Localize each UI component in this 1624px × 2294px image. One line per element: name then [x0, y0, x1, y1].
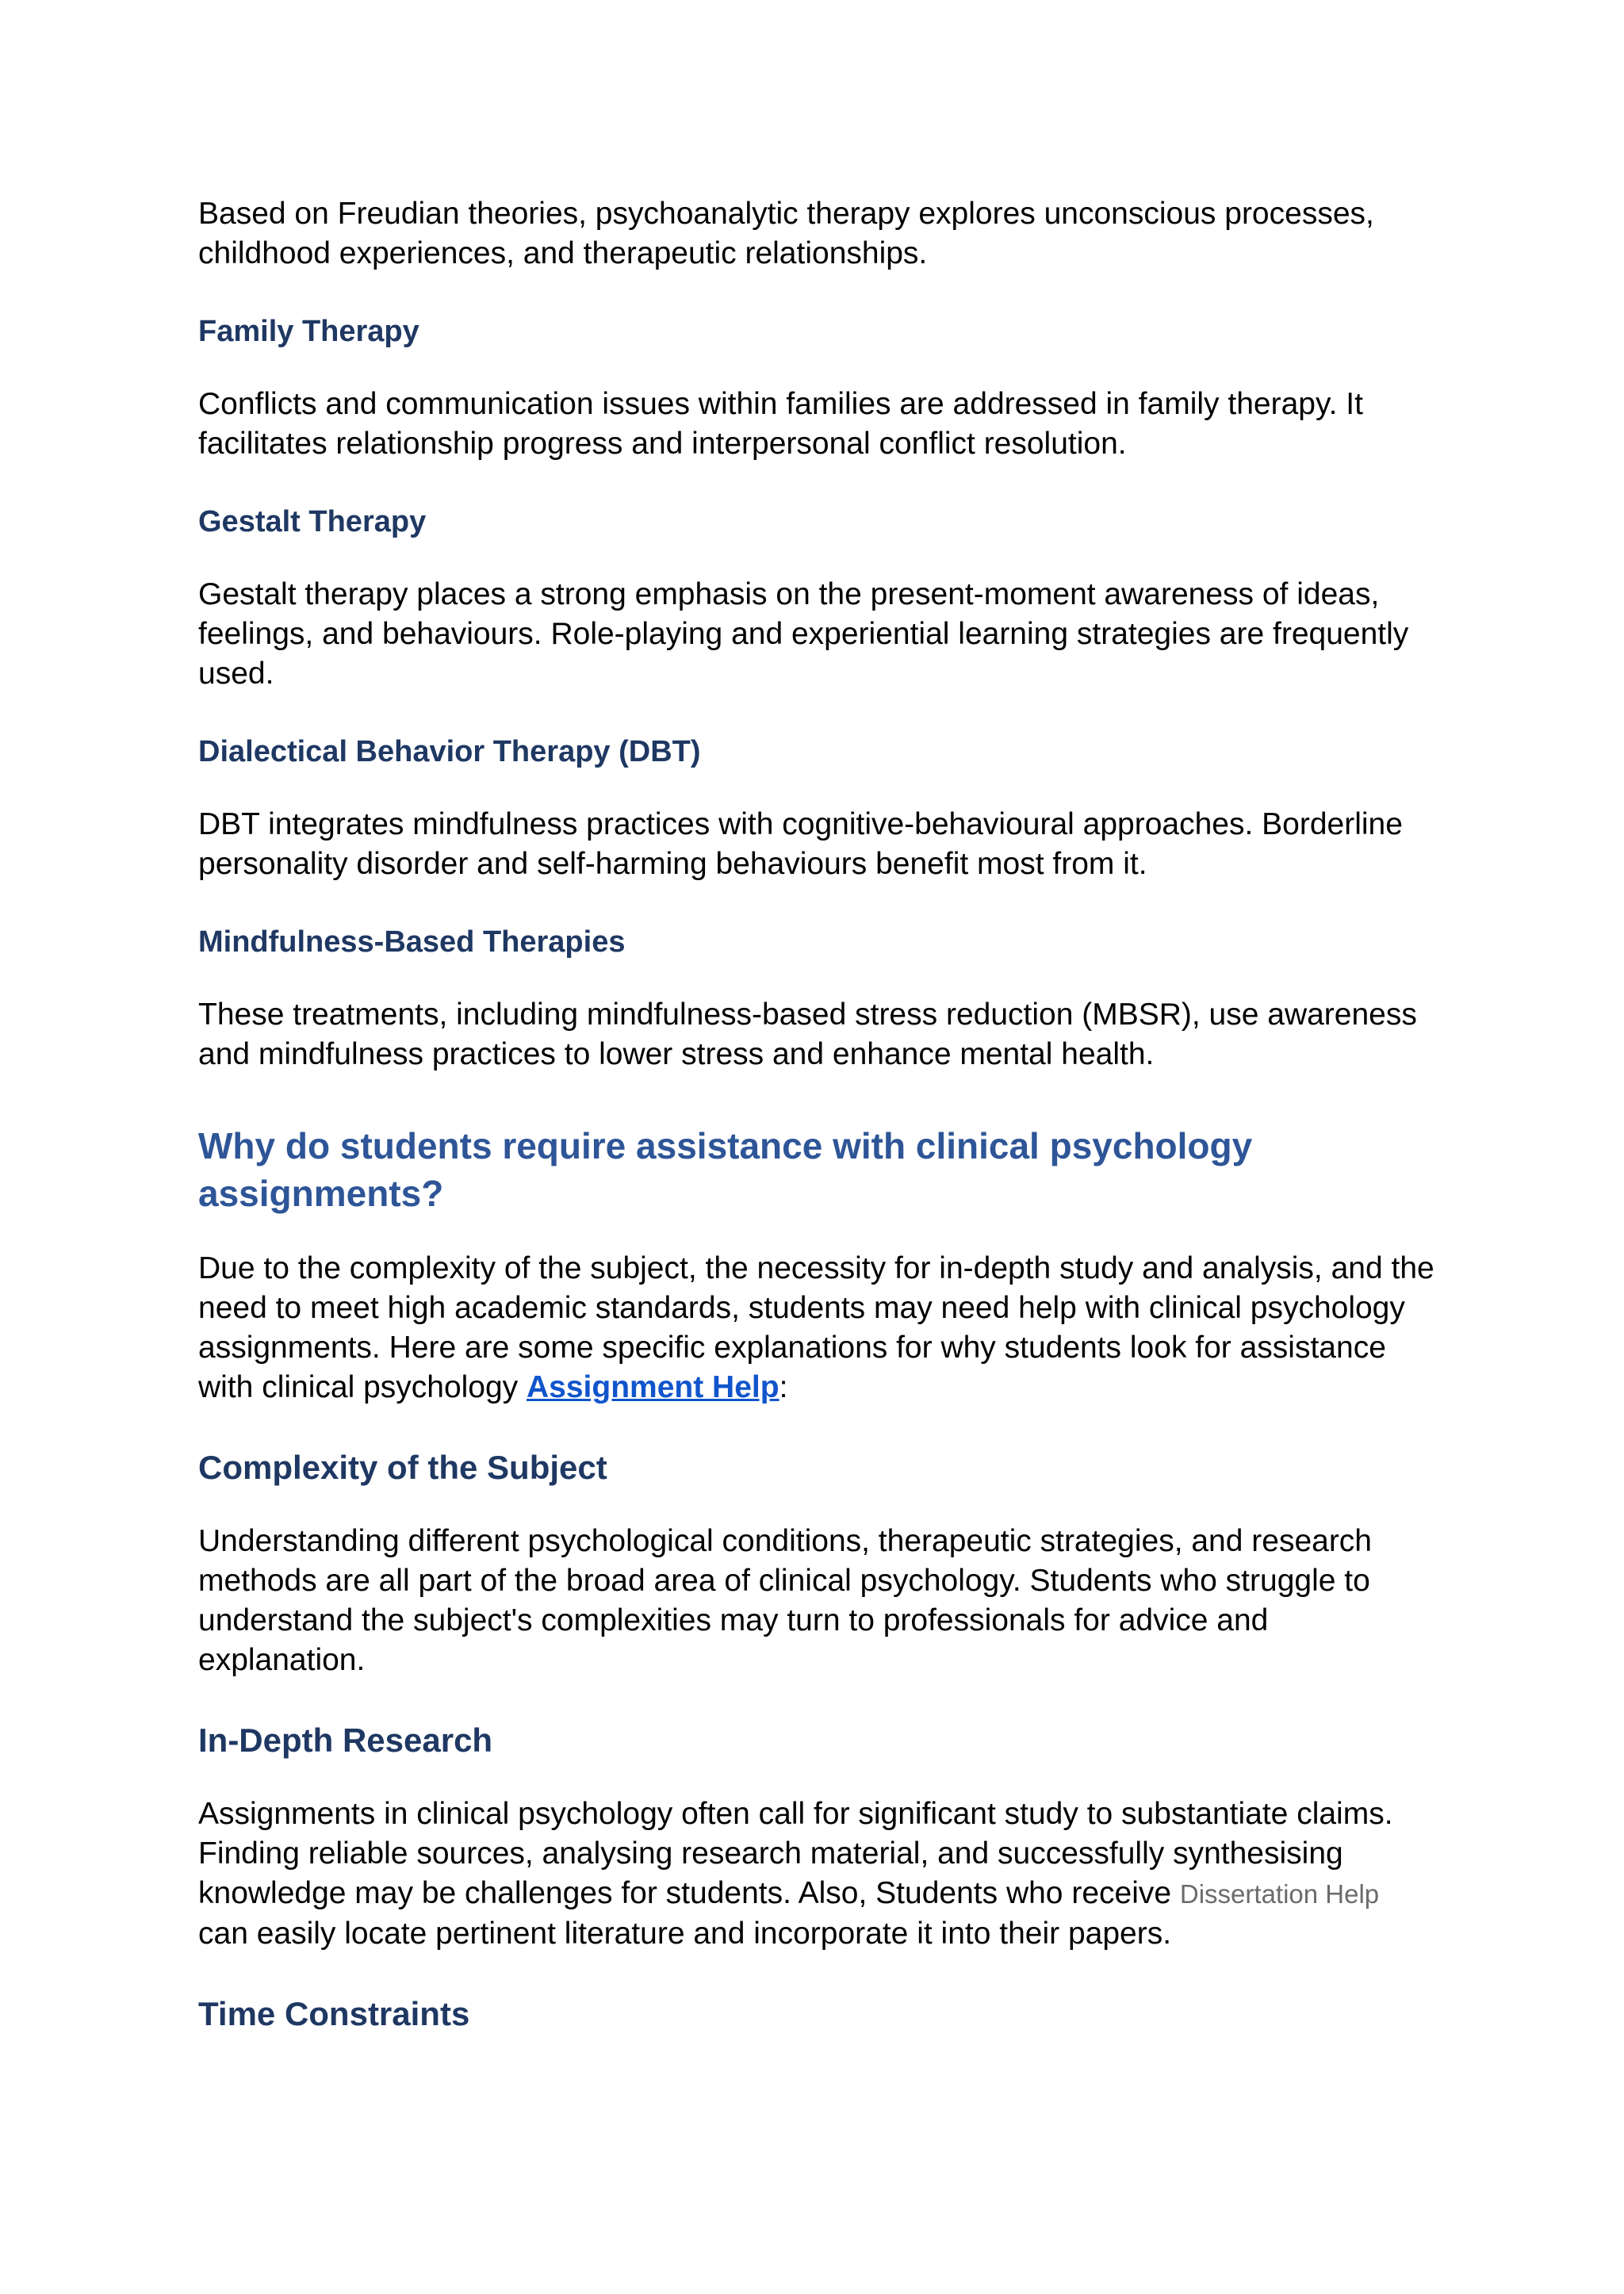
dissertation-help-text: Dissertation Help: [1179, 1879, 1380, 1909]
time-constraints-heading: Time Constraints: [198, 1995, 470, 2032]
document-page: [198, 194, 1435, 2036]
assignment-help-link[interactable]: Assignment Help: [527, 1370, 779, 1404]
complexity-paragraph: Understanding different psychological conditions, therapeutic strategies, and research methods are all part of the broad area of clinical psychology. Students who struggle to understand the subject's complexities may turn to professionals for advice and explanation.: [198, 1524, 1373, 1677]
research-text-after: can easily locate pertinent literature and incorporate it into their papers.: [198, 1917, 1172, 1951]
complexity-heading: Complexity of the Subject: [198, 1449, 607, 1486]
gestalt-therapy-paragraph: Gestalt therapy places a strong emphasis on the present-moment awareness of ideas, feelings, and behaviours. Role-playing and experiential learning strategies are frequently used.: [198, 577, 1409, 691]
dbt-paragraph: DBT integrates mindfulness practices with cognitive-behavioural approaches. Borderline personality disorder and self-harming behaviours benefit most from it.: [198, 807, 1403, 881]
in-depth-research-heading: In-Depth Research: [198, 1721, 493, 1759]
in-depth-research-paragraph: [198, 1794, 1435, 1954]
dbt-heading: Dialectical Behavior Therapy (DBT): [198, 735, 701, 768]
why-students-heading: Why do students require assistance with clinical psychology assignments?: [198, 1125, 1253, 1214]
why-text-before-link: Due to the complexity of the subject, the necessity for in-depth study and analysis, and the need to meet high academic standards, students may need help with clinical psychology assignments. Here are some specific explanations for why students look for assistance with clinical psychology: [198, 1251, 1434, 1404]
why-text-after-link: :: [779, 1370, 788, 1404]
gestalt-therapy-heading: Gestalt Therapy: [198, 505, 427, 538]
family-therapy-heading: Family Therapy: [198, 315, 419, 348]
family-therapy-paragraph: Conflicts and communication issues within families are addressed in family therapy. It facilitates relationship progress and interpersonal conflict resolution.: [198, 387, 1363, 461]
mindfulness-heading: Mindfulness-Based Therapies: [198, 925, 626, 959]
research-text-before: Assignments in clinical psychology often call for significant study to substantiate claims. Finding reliable sources, analysing research material, and successfully synthesising knowledge may be challenges for students. Also, Students who receive: [198, 1797, 1393, 1910]
why-students-paragraph: [198, 1249, 1435, 1407]
mindfulness-paragraph: These treatments, including mindfulness-based stress reduction (MBSR), use awareness and mindfulness practices to lower stress and enhance mental health.: [198, 998, 1417, 1071]
intro-paragraph: Based on Freudian theories, psychoanalytic therapy explores unconscious processes, childhood experiences, and therapeutic relationships.: [198, 197, 1374, 270]
